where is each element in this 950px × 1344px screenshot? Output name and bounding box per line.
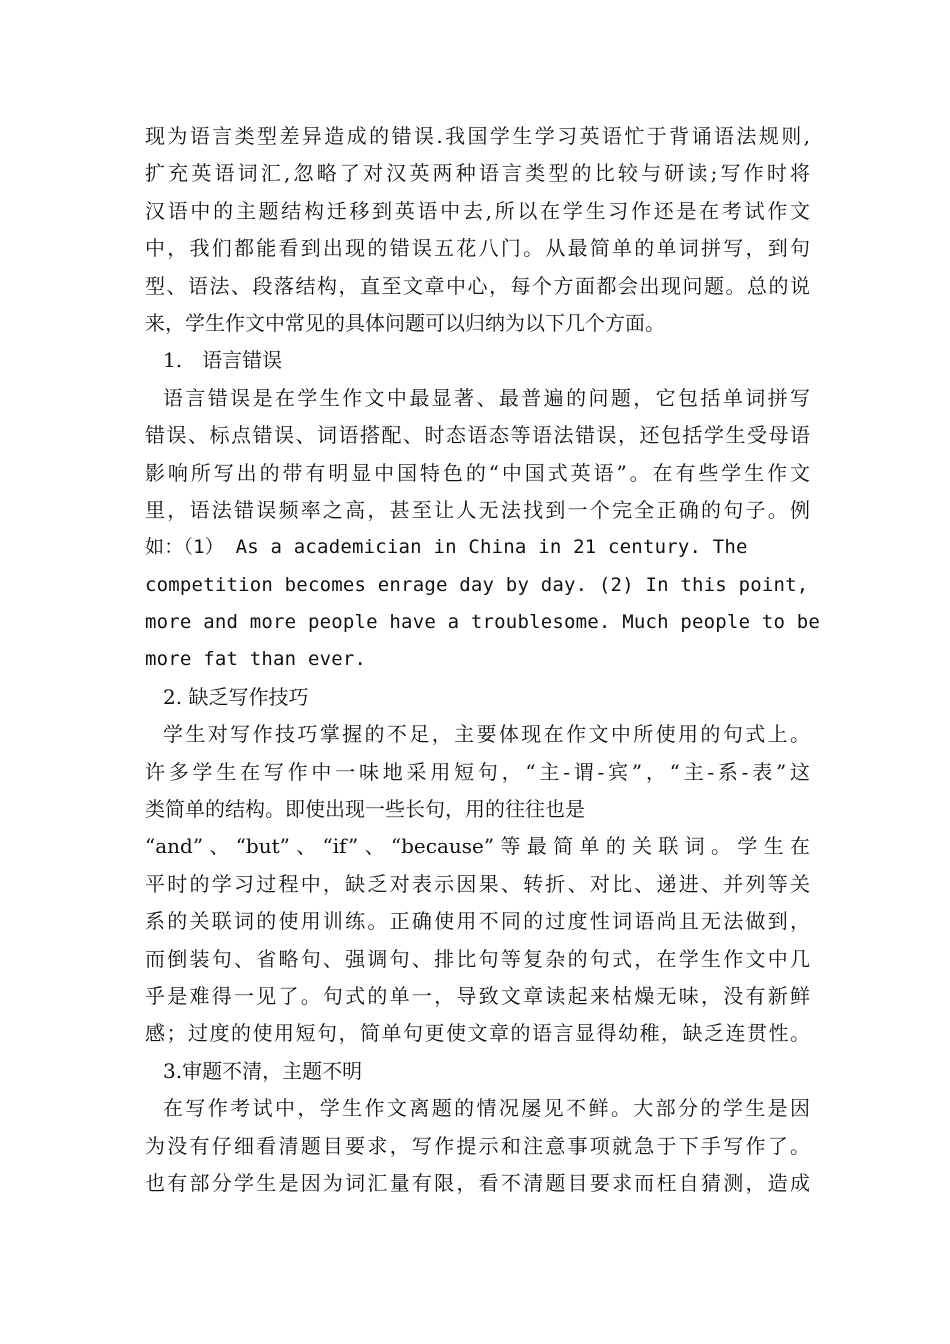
section-heading-topic-unclear: 3.审题不清，主题不明 — [163, 1058, 363, 1083]
text-line: 乎是难得一见了。句式的单一，导致文章读起来枯燥无味，没有新鲜 — [145, 983, 810, 1008]
text-line-example: more and more people have a troublesome. Much people to be — [145, 611, 821, 634]
section-heading-writing-skills: 2. 缺乏写作技巧 — [163, 684, 309, 709]
text-line-example: more fat than ever. — [145, 648, 367, 671]
text-line: 学生对写作技巧掌握的不足，主要体现在作文中所使用的句式上。 — [163, 722, 810, 747]
text-line: 扩充英语词汇,忽略了对汉英两种语言类型的比较与研读;写作时将 — [145, 161, 810, 186]
text-line: 也有部分学生是因为词汇量有限，看不清题目要求而枉自猜测，造成 — [145, 1170, 810, 1195]
text-line: 错误、标点错误、词语搭配、时态语态等语法错误，还包括学生受母语 — [145, 423, 810, 448]
text-line: 感；过度的使用短句，简单句更使文章的语言显得幼稚，缺乏连贯性。 — [145, 1021, 810, 1046]
text-line-example: 如：（1） As a academician in China in 21 century. The — [145, 536, 748, 559]
text-line: 里，语法错误频率之高，甚至让人无法找到一个完全正确的句子。例 — [145, 497, 810, 522]
text-line: 现为语言类型差异造成的错误.我国学生学习英语忙于背诵语法规则, — [145, 124, 810, 148]
text-line: 平时的学习过程中，缺乏对表示因果、转折、对比、递进、并列等关 — [145, 871, 810, 896]
text-line-example: competition becomes enrage day by day. (2) In this point, — [145, 573, 809, 596]
text-line: 汉语中的主题结构迁移到英语中去,所以在学生习作还是在考试作文 — [145, 198, 810, 223]
text-line: 系的关联词的使用训练。正确使用不同的过度性词语尚且无法做到， — [145, 909, 810, 934]
text-line: 许多学生在写作中一味地采用短句，“主-谓-宾”，“主-系-表”这 — [145, 759, 810, 784]
text-line: 类简单的结构。即使出现一些长句，用的往往也是 — [145, 797, 585, 822]
text-line: 中，我们都能看到出现的错误五花八门。从最简单的单词拼写，到句 — [145, 236, 810, 261]
body-text — [145, 118, 821, 1202]
text-line: 语言错误是在学生作文中最显著、最普遍的问题，它包括单词拼写 — [163, 385, 810, 410]
text-line: 来，学生作文中常见的具体问题可以归纳为以下几个方面。 — [145, 310, 665, 335]
text-line: 影响所写出的带有明显中国特色的“中国式英语”。在有些学生作文 — [145, 460, 810, 485]
text-line: 型、语法、段落结构，直至文章中心，每个方面都会出现问题。总的说 — [145, 273, 810, 298]
text-line: 在写作考试中，学生作文离题的情况屡见不鲜。大部分的学生是因 — [163, 1096, 810, 1121]
text-line: “and”、“but”、“if”、“because”等最简单的关联词。学生在 — [145, 834, 810, 859]
text-line: 而倒装句、省略句、强调句、排比句等复杂的句式，在学生作文中几 — [145, 946, 810, 971]
text-line: 为没有仔细看清题目要求，写作提示和注意事项就急于下手写作了。 — [145, 1133, 810, 1158]
section-heading-language-errors: 1. 语言错误 — [163, 348, 283, 373]
